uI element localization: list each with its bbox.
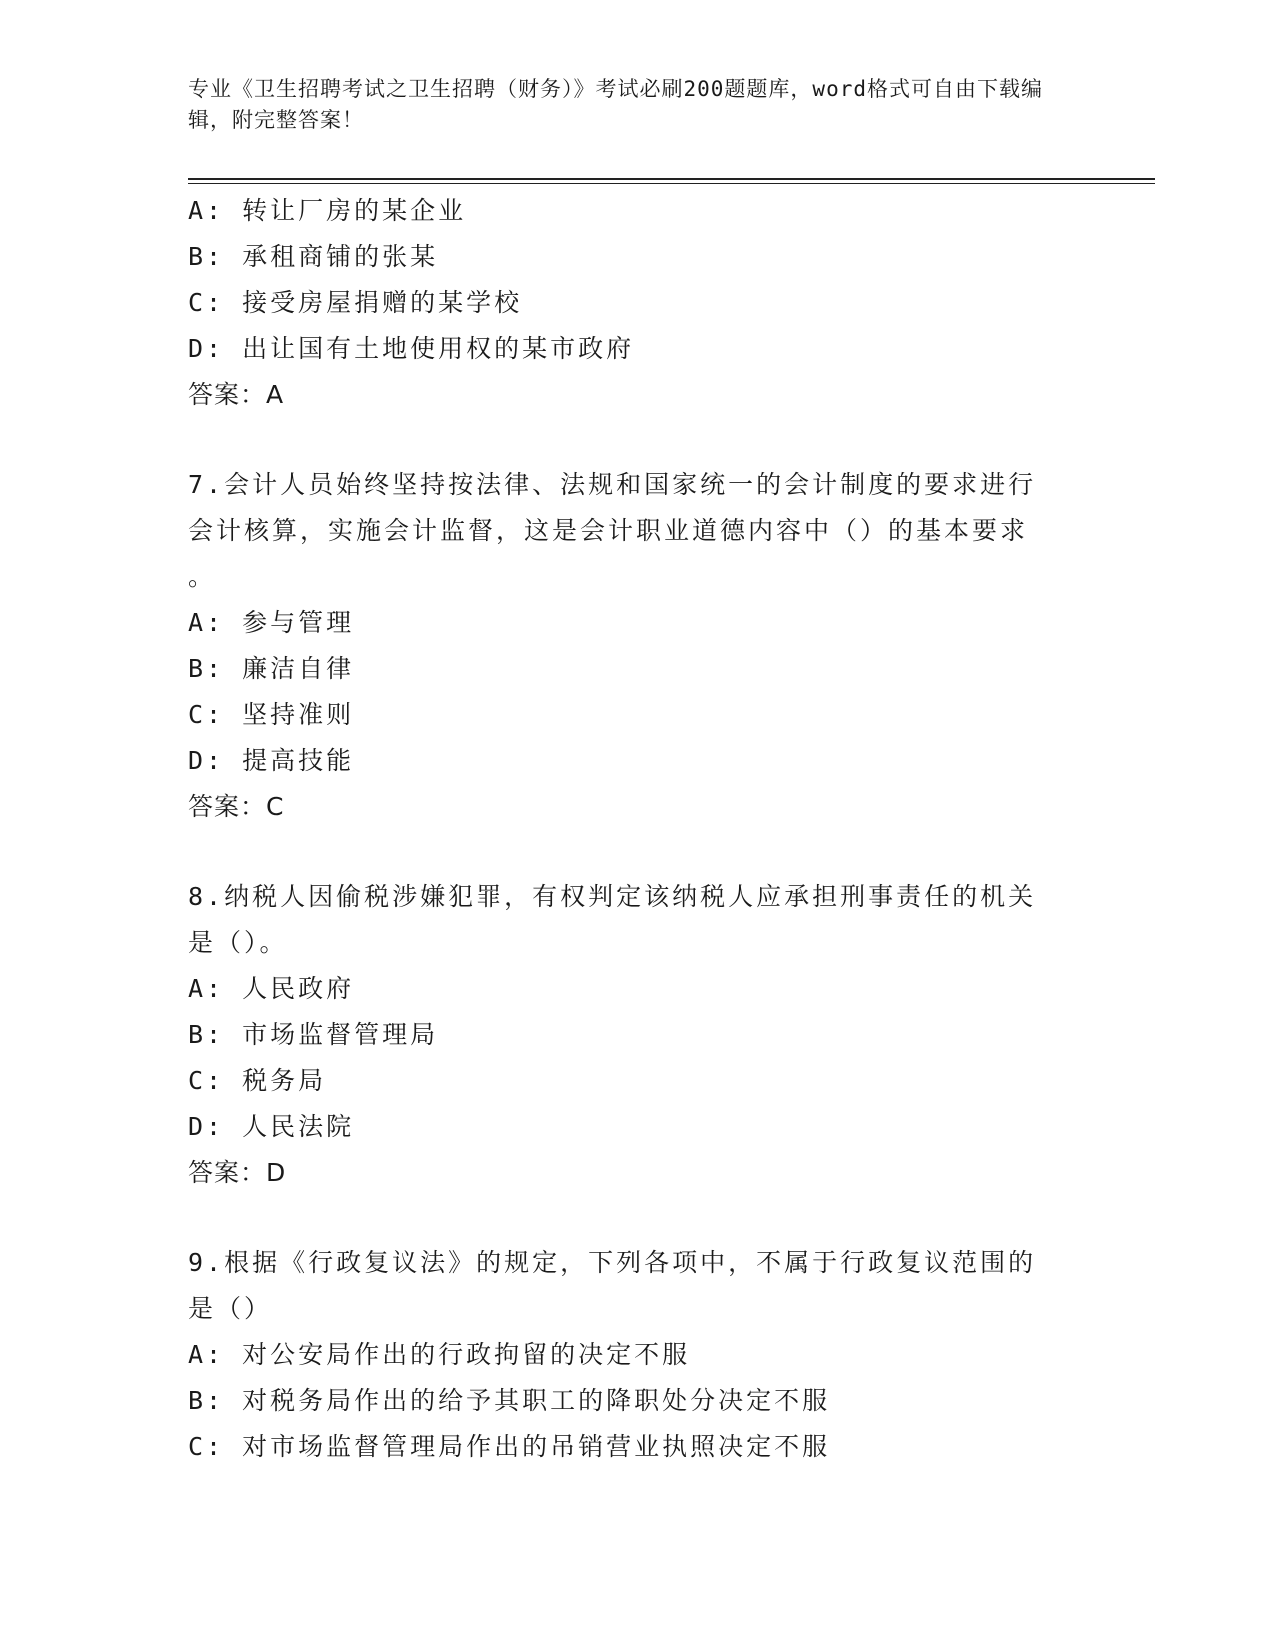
answer: 答案：A (188, 380, 285, 409)
option-a: A: 参与管理 (188, 608, 355, 637)
question-stem-line: 。 (188, 562, 217, 591)
question-list (188, 188, 1068, 1470)
answer: 答案：C (188, 792, 285, 821)
option-c: C: 税务局 (188, 1066, 327, 1095)
option-c: C: 坚持准则 (188, 700, 355, 729)
question-stem-line: 是（） (188, 1294, 273, 1323)
question-stem-line: 7.会计人员始终坚持按法律、法规和国家统一的会计制度的要求进行 (188, 470, 1037, 499)
question-stem-line: 是（）。 (188, 928, 288, 957)
question-9 (188, 1240, 1068, 1470)
page-header: 专业《卫生招聘考试之卫生招聘（财务）》考试必刷200题题库，word格式可自由下载编辑，附完整答案！ (188, 77, 1043, 132)
option-a: A: 对公安局作出的行政拘留的决定不服 (188, 1340, 691, 1369)
option-a: A: 人民政府 (188, 974, 355, 1003)
option-a: A: 转让厂房的某企业 (188, 196, 467, 225)
spacer (188, 1196, 1068, 1240)
option-b: B: 承租商铺的张某 (188, 242, 439, 271)
header-divider-thick (188, 178, 1155, 180)
option-d: D: 出让国有土地使用权的某市政府 (188, 334, 635, 363)
spacer (188, 830, 1068, 874)
header-divider-thin (188, 183, 1155, 184)
question-stem-line: 8.纳税人因偷税涉嫌犯罪，有权判定该纳税人应承担刑事责任的机关 (188, 882, 1037, 911)
question-6 (188, 188, 1068, 418)
question-8 (188, 874, 1068, 1196)
spacer (188, 418, 1068, 462)
option-c: C: 接受房屋捐赠的某学校 (188, 288, 523, 317)
question-7 (188, 462, 1068, 830)
option-d: D: 人民法院 (188, 1112, 355, 1141)
option-c: C: 对市场监督管理局作出的吊销营业执照决定不服 (188, 1432, 831, 1461)
question-stem-line: 9.根据《行政复议法》的规定，下列各项中，不属于行政复议范围的 (188, 1248, 1037, 1277)
option-b: B: 市场监督管理局 (188, 1020, 439, 1049)
option-b: B: 对税务局作出的给予其职工的降职处分决定不服 (188, 1386, 831, 1415)
option-b: B: 廉洁自律 (188, 654, 355, 683)
answer: 答案：D (188, 1158, 287, 1187)
option-d: D: 提高技能 (188, 746, 355, 775)
question-stem-line: 会计核算，实施会计监督，这是会计职业道德内容中（）的基本要求 (188, 516, 1029, 545)
